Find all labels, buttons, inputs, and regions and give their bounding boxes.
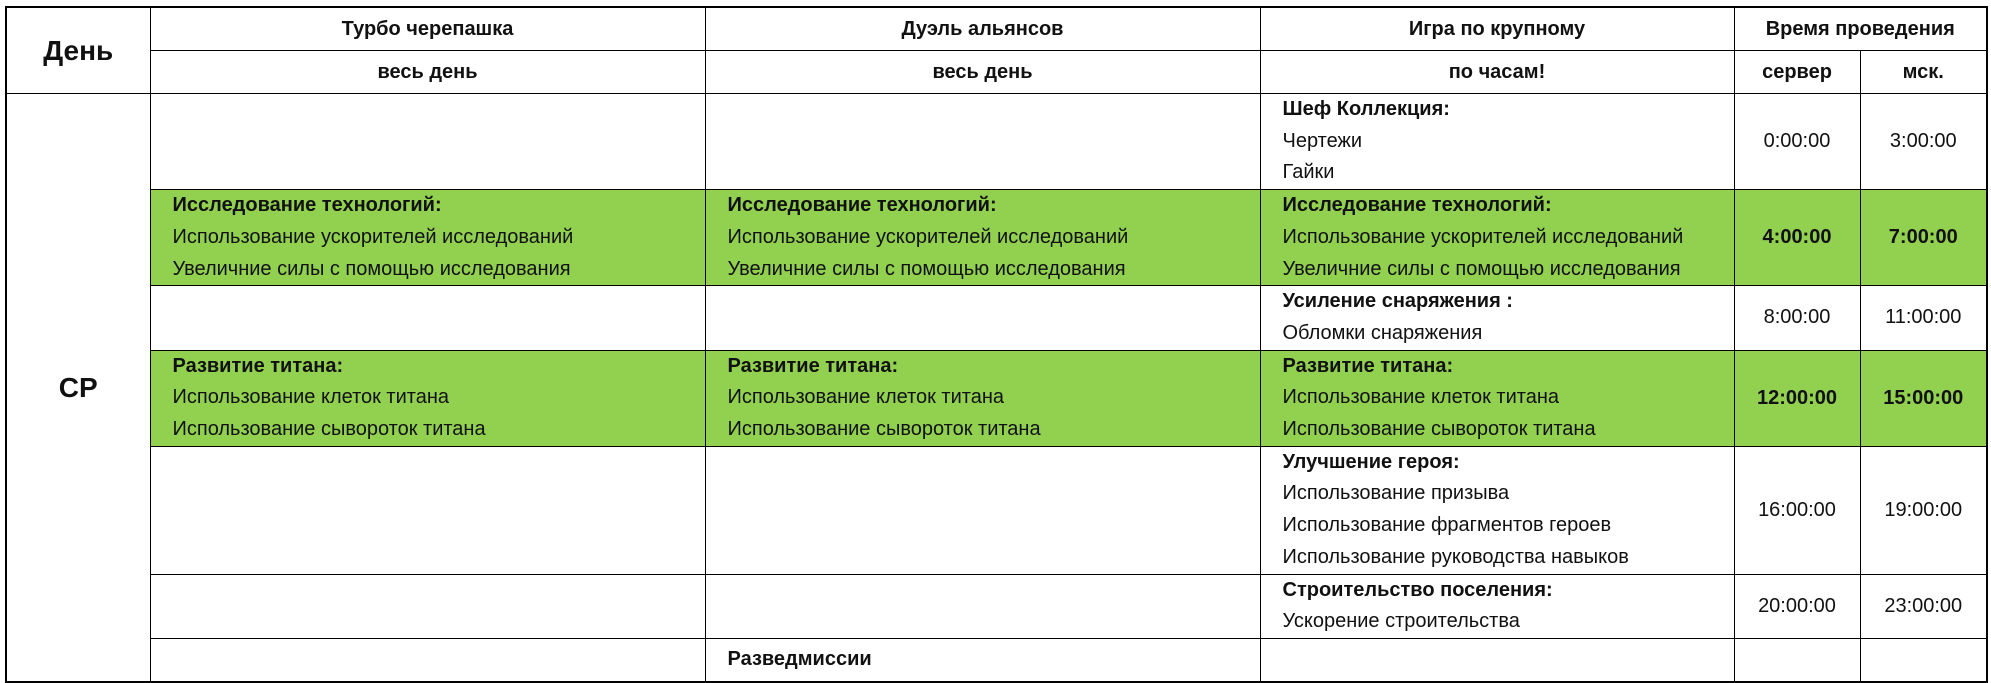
- event-item: Использование клеток титана: [1282, 386, 1559, 409]
- event-cell-col3: [1260, 574, 1734, 638]
- server-time-header: сервер: [1734, 51, 1860, 94]
- moscow-time-cell: 19:00:00: [1860, 446, 1987, 574]
- server-time-cell: 8:00:00: [1734, 286, 1860, 350]
- alliance-duel-subheader: весь день: [705, 51, 1260, 94]
- event-title: Развитие титана:: [172, 354, 344, 377]
- turbo-turtle-subheader: весь день: [150, 51, 705, 94]
- event-item: Использование ускорителей исследований: [727, 225, 1129, 248]
- event-cell-col3: [1260, 638, 1734, 682]
- event-cell-col2: [705, 638, 1260, 682]
- event-title: Исследование технологий:: [727, 194, 997, 217]
- server-time-cell: 4:00:00: [1734, 190, 1860, 286]
- moscow-time-cell: 3:00:00: [1860, 94, 1987, 190]
- moscow-time-header: мск.: [1860, 51, 1987, 94]
- event-item: Ускорение строительства: [1282, 610, 1520, 633]
- event-title: Шеф Коллекция:: [1282, 98, 1450, 120]
- moscow-time-cell: 15:00:00: [1860, 350, 1987, 446]
- event-cell-col3: [1260, 286, 1734, 350]
- schedule-row: [6, 94, 1987, 190]
- day-cell: СР: [6, 94, 150, 683]
- event-cell-col1: [150, 350, 705, 446]
- event-cell-col3: [1260, 190, 1734, 286]
- alliance-duel-header: Дуэль альянсов: [705, 7, 1260, 51]
- event-cell-col1: [150, 190, 705, 286]
- event-item: Увеличние силы с помощью исследования: [1282, 257, 1681, 280]
- event-item: Использование фрагментов героев: [1282, 514, 1612, 537]
- event-item: Использование руководства навыков: [1282, 545, 1629, 568]
- event-cell-col2: [705, 94, 1260, 190]
- event-title: Развитие титана:: [727, 354, 899, 377]
- moscow-time-cell: 23:00:00: [1860, 574, 1987, 638]
- event-cell-col2: [705, 446, 1260, 574]
- event-cell-col1: [150, 286, 705, 350]
- day-header: День: [6, 7, 150, 94]
- event-title: Исследование технологий:: [172, 194, 442, 217]
- moscow-time-cell: [1860, 638, 1987, 682]
- server-time-cell: 0:00:00: [1734, 94, 1860, 190]
- event-cell-col3: [1260, 446, 1734, 574]
- event-title: Исследование технологий:: [1282, 194, 1552, 217]
- time-header: Время проведения: [1734, 7, 1987, 51]
- event-item: Использование призыва: [1282, 482, 1510, 505]
- event-item: Увеличние силы с помощью исследования: [172, 257, 571, 280]
- event-cell-col2: [705, 190, 1260, 286]
- server-time-cell: 12:00:00: [1734, 350, 1860, 446]
- server-time-cell: [1734, 638, 1860, 682]
- big-game-subheader: по часам!: [1260, 51, 1734, 94]
- moscow-time-cell: 11:00:00: [1860, 286, 1987, 350]
- event-cell-col2: [705, 350, 1260, 446]
- event-item: Использование ускорителей исследований: [172, 225, 574, 248]
- event-title: Развитие титана:: [1282, 354, 1454, 377]
- event-cell-col1: [150, 574, 705, 638]
- moscow-time-cell: 7:00:00: [1860, 190, 1987, 286]
- event-item: Использование ускорителей исследований: [1282, 225, 1684, 248]
- big-game-header: Игра по крупному: [1260, 7, 1734, 51]
- event-item: Обломки снаряжения: [1282, 321, 1483, 344]
- schedule-row: [6, 190, 1987, 286]
- event-cell-col2: [705, 574, 1260, 638]
- event-cell-col1: [150, 94, 705, 190]
- event-title: Разведмиссии: [727, 648, 872, 671]
- server-time-cell: 16:00:00: [1734, 446, 1860, 574]
- event-title: Усиление снаряжения :: [1282, 290, 1513, 313]
- schedule-row: [6, 638, 1987, 682]
- server-time-cell: 20:00:00: [1734, 574, 1860, 638]
- event-cell-col1: [150, 446, 705, 574]
- event-item: Чертежи: [1282, 129, 1363, 152]
- event-item: Использование сывороток титана: [727, 418, 1041, 441]
- event-title: Улучшение героя:: [1282, 450, 1460, 473]
- event-cell-col3: [1260, 350, 1734, 446]
- event-item: Использование клеток титана: [172, 386, 449, 409]
- event-cell-col2: [705, 286, 1260, 350]
- turbo-turtle-header: Турбо черепашка: [150, 7, 705, 51]
- event-item: Использование клеток титана: [727, 386, 1004, 409]
- event-item: Увеличние силы с помощью исследования: [727, 257, 1126, 280]
- schedule-table: [5, 6, 1988, 683]
- event-item: Использование сывороток титана: [1282, 418, 1596, 441]
- schedule-row: [6, 350, 1987, 446]
- event-title: Строительство поселения:: [1282, 578, 1553, 601]
- event-cell-col3: [1260, 94, 1734, 190]
- event-cell-col1: [150, 638, 705, 682]
- schedule-row: [6, 446, 1987, 574]
- event-item: Гайки: [1282, 161, 1335, 184]
- event-item: Использование сывороток титана: [172, 418, 486, 441]
- schedule-row: [6, 286, 1987, 350]
- schedule-row: [6, 574, 1987, 638]
